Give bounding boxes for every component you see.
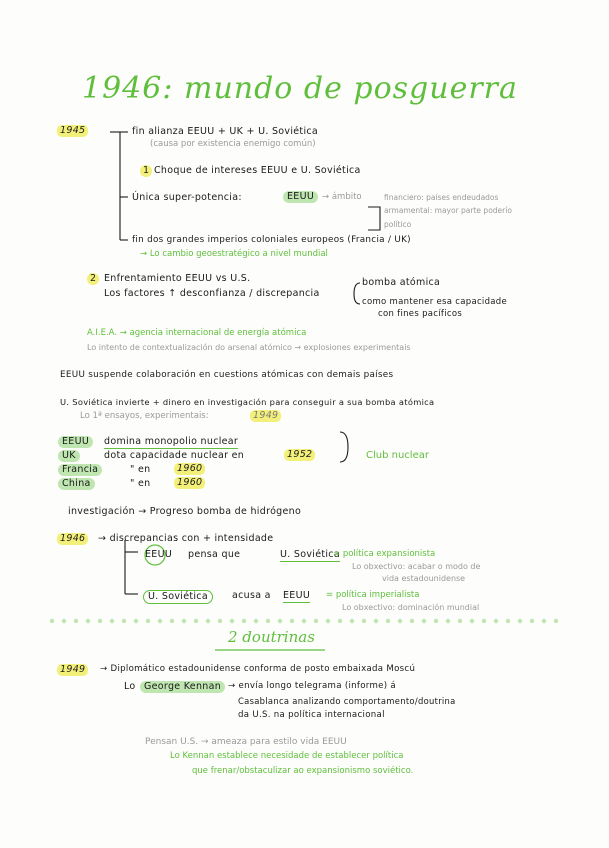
casablanca: Casablanca analizando comportamento/doutrina bbox=[238, 696, 456, 706]
eeuu-circle: EEUU bbox=[145, 549, 173, 560]
unica-super: Única super-potencia: bbox=[132, 192, 242, 203]
como-mantener: como mantener esa capacidade bbox=[362, 297, 508, 307]
eeuu-underlined: EEUU bbox=[283, 590, 311, 601]
club-china-year: 1960 bbox=[174, 477, 205, 489]
aiea: A.I.E.A. → agencia internacional de energía atómica bbox=[87, 328, 307, 338]
fin-alianza: fin alianza EEUU + UK + U. Soviética bbox=[132, 126, 319, 137]
club-monopolio: domina monopolio nuclear bbox=[104, 436, 239, 447]
con-fines: con fines pacíficos bbox=[378, 309, 463, 319]
politica-imperialista: = política imperialista bbox=[326, 590, 420, 600]
doctrinas-heading: 2 doutrinas bbox=[228, 628, 315, 646]
eeuu-badge: EEUU bbox=[283, 191, 318, 203]
closing-frenar: que frenar/obstaculizar ao expansionismo soviético. bbox=[192, 766, 414, 776]
objetivo-2: Lo obxectivo: dominación mundial bbox=[342, 603, 480, 612]
george-kennan: George Kennan bbox=[140, 681, 225, 693]
causa-note: (causa por existencia enemigo común) bbox=[150, 139, 316, 149]
year-1946: 1946 bbox=[57, 533, 88, 545]
choque-number: 1 bbox=[140, 165, 152, 177]
page-title: 1946: mundo de posguerra bbox=[82, 71, 518, 106]
club-uk-text: dota capacidade nuclear en bbox=[104, 450, 245, 461]
year-1949: 1949 bbox=[57, 664, 88, 676]
diplomatico: → Diplomático estadounidense conforma de posto embaixada Moscú bbox=[100, 664, 416, 674]
acusa-a: acusa a bbox=[232, 590, 271, 601]
club-francia: Francia bbox=[58, 464, 102, 476]
club-eeuu: EEUU bbox=[58, 436, 93, 448]
objetivo-1a: Lo obxectivo: acabar o modo de bbox=[352, 562, 481, 571]
closing-pensan: Pensan U.S. → ameaza para estilo vida EEUU bbox=[145, 737, 347, 747]
club-uk-year: 1952 bbox=[284, 449, 315, 461]
investigacion-hidrogeno: investigación → Progreso bomba de hidrógeno bbox=[68, 506, 302, 517]
club-uk: UK bbox=[58, 450, 80, 462]
envia-telegrama: → envía longo telegrama (informe) á bbox=[228, 681, 396, 691]
factores: Los factores ↑ desconfianza / discrepancia bbox=[104, 288, 320, 299]
us-invierte: U. Soviética invierte + dinero en investigación para conseguir a sua bomba atómica bbox=[60, 397, 435, 407]
club-nuclear-label: Club nuclear bbox=[366, 450, 429, 461]
enfrentamiento: Enfrentamiento EEUU vs U.S. bbox=[104, 273, 251, 284]
kennan-prefix: Lo bbox=[124, 681, 136, 692]
ambito-politico: político bbox=[384, 220, 412, 229]
club-francia-year: 1960 bbox=[174, 463, 205, 475]
us-underlined: U. Soviética bbox=[280, 549, 340, 560]
choque-intereses: Choque de intereses EEUU e U. Soviética bbox=[154, 165, 361, 176]
closing-kennan: Lo Kennan establece necesidade de establecer política bbox=[170, 751, 404, 761]
bomba-atomica: bomba atómica bbox=[362, 277, 441, 288]
year-1945: 1945 bbox=[57, 125, 88, 137]
eeuu-suspende: EEUU suspende colaboración en cuestions atómicas con demais países bbox=[60, 370, 394, 380]
club-francia-text: " en bbox=[130, 464, 151, 475]
us-circled: U. Soviética bbox=[143, 590, 213, 604]
pensa-que: pensa que bbox=[188, 549, 241, 560]
fin-imperios: fin dos grandes imperios coloniales europeos (Francia / UK) bbox=[132, 235, 411, 245]
ambito-armamental: armamental: mayor parte poderío bbox=[384, 206, 512, 215]
discrepancias: → discrepancias con + intensidade bbox=[98, 533, 274, 544]
politica-internacional: da U.S. na política internacional bbox=[238, 710, 385, 720]
year-1949-ensayos: 1949 bbox=[250, 410, 281, 422]
politica-expansionista: = política expansionista bbox=[333, 549, 436, 559]
section-2-number: 2 bbox=[87, 273, 99, 285]
club-china-text: " en bbox=[130, 478, 151, 489]
aiea-intento: Lo intento de contextualización do arsenal atómico → explosiones experimentais bbox=[87, 343, 411, 352]
club-china: China bbox=[58, 478, 95, 490]
objetivo-1b: vida estadounidense bbox=[382, 574, 466, 583]
primeros-ensayos: Lo 1ª ensayos, experimentais: bbox=[80, 411, 209, 421]
ambito: → ámbito bbox=[322, 192, 362, 202]
ambito-financiero: financiero: países endeudados bbox=[384, 193, 499, 202]
cambio-geoestrategico: → Lo cambio geoestratégico a nivel mundial bbox=[140, 249, 328, 259]
